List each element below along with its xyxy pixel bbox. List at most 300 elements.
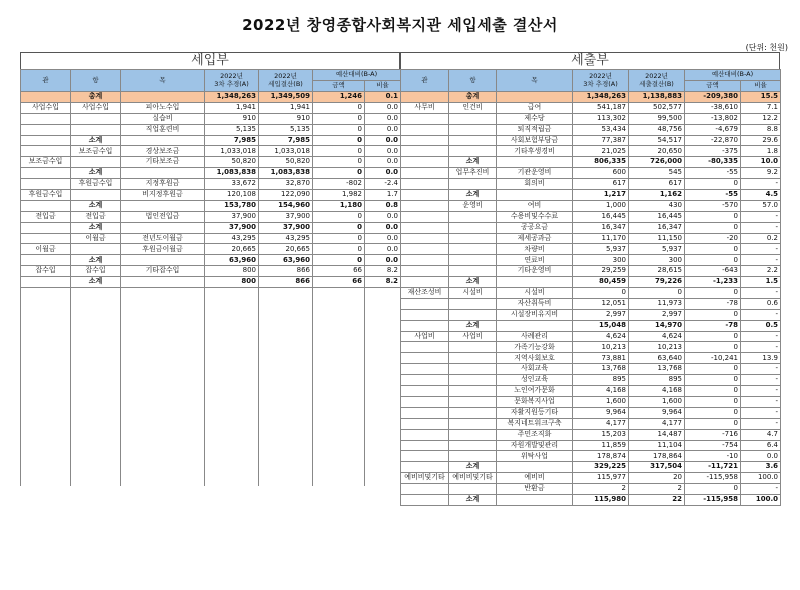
mok-cell: 지역사회보호: [497, 353, 573, 364]
empty-row: [21, 308, 401, 318]
settle-b-cell: 48,756: [629, 124, 685, 135]
empty-cell: [313, 456, 365, 466]
empty-row: [21, 357, 401, 367]
hang-cell: [449, 418, 497, 429]
empty-cell: [205, 337, 259, 347]
empty-row: [21, 417, 401, 427]
hang-cell: [449, 353, 497, 364]
mok-cell: [121, 135, 205, 146]
budget-a-cell: 115,980: [573, 494, 629, 505]
subtotal-row: [401, 494, 781, 505]
settle-b-cell: 1,138,883: [629, 92, 685, 103]
budget-a-cell: 11,859: [573, 440, 629, 451]
budget-a-cell: 800: [205, 266, 259, 277]
settle-b-cell: 154,960: [259, 200, 313, 211]
diff-amount-cell: 0: [313, 233, 365, 244]
gwan-cell: [401, 484, 449, 495]
income-section-title: 세입부: [20, 52, 400, 69]
table-row: [401, 309, 781, 320]
settle-b-cell: 16,445: [629, 211, 685, 222]
empty-cell: [71, 337, 121, 347]
empty-cell: [205, 318, 259, 328]
gwan-cell: [401, 124, 449, 135]
empty-cell: [71, 407, 121, 417]
settle-b-cell: 122,090: [259, 190, 313, 201]
empty-cell: [313, 377, 365, 387]
diff-amount-cell: -22,870: [685, 135, 741, 146]
empty-cell: [365, 328, 401, 338]
empty-cell: [21, 417, 71, 427]
budget-a-cell: 10,213: [573, 342, 629, 353]
mok-cell: [497, 190, 573, 201]
mok-cell: [497, 320, 573, 331]
settle-b-cell: 1,033,018: [259, 146, 313, 157]
diff-amount-cell: -570: [685, 200, 741, 211]
gwan-cell: [401, 146, 449, 157]
settle-b-cell: 1,349,509: [259, 92, 313, 103]
diff-amount-cell: -115,958: [685, 473, 741, 484]
hang-cell: [71, 157, 121, 168]
empty-cell: [259, 337, 313, 347]
gwan-cell: [401, 179, 449, 190]
mok-cell: 제수당: [497, 113, 573, 124]
diff-amount-cell: 0: [685, 222, 741, 233]
hang-cell: [449, 298, 497, 309]
unit-label: (단위: 천원): [745, 43, 788, 52]
empty-cell: [365, 318, 401, 328]
budget-a-cell: 1,941: [205, 102, 259, 113]
gwan-cell: [401, 375, 449, 386]
hang-cell: [449, 407, 497, 418]
diff-amount-cell: 0: [685, 244, 741, 255]
empty-cell: [71, 318, 121, 328]
col-ratio: 비율: [365, 81, 401, 92]
empty-cell: [259, 407, 313, 417]
diff-ratio-cell: -: [741, 386, 781, 397]
budget-a-cell: 1,600: [573, 396, 629, 407]
empty-cell: [71, 298, 121, 308]
mok-cell: 급여: [497, 102, 573, 113]
empty-cell: [21, 308, 71, 318]
diff-amount-cell: -716: [685, 429, 741, 440]
empty-cell: [259, 377, 313, 387]
diff-amount-cell: 0: [313, 255, 365, 266]
diff-amount-cell: 0: [685, 418, 741, 429]
settle-b-cell: 16,347: [629, 222, 685, 233]
empty-cell: [259, 347, 313, 357]
budget-a-cell: 115,977: [573, 473, 629, 484]
mok-cell: [121, 168, 205, 179]
budget-a-cell: 21,025: [573, 146, 629, 157]
table-row: [401, 364, 781, 375]
empty-cell: [121, 436, 205, 446]
diff-amount-cell: 0: [685, 386, 741, 397]
mok-cell: 위탁사업: [497, 451, 573, 462]
diff-ratio-cell: 4.5: [741, 190, 781, 201]
budget-a-cell: 4,624: [573, 331, 629, 342]
hang-cell: [449, 179, 497, 190]
settle-b-cell: 9,964: [629, 407, 685, 418]
empty-cell: [259, 417, 313, 427]
hang-cell: [71, 190, 121, 201]
budget-a-cell: 329,225: [573, 462, 629, 473]
hang-cell: [449, 113, 497, 124]
empty-cell: [205, 427, 259, 437]
settle-b-cell: 28,615: [629, 266, 685, 277]
budget-a-cell: 4,177: [573, 418, 629, 429]
diff-ratio-cell: -: [741, 418, 781, 429]
hang-cell: 업무추진비: [449, 168, 497, 179]
gwan-cell: 후원금수입: [21, 190, 71, 201]
diff-amount-cell: -55: [685, 168, 741, 179]
empty-cell: [71, 436, 121, 446]
empty-cell: [365, 407, 401, 417]
subtotal-row: [21, 255, 401, 266]
empty-cell: [21, 466, 71, 476]
diff-amount-cell: 1,246: [313, 92, 365, 103]
diff-amount-cell: 0: [685, 255, 741, 266]
settle-b-cell: 4,177: [629, 418, 685, 429]
diff-ratio-cell: 0.0: [365, 211, 401, 222]
mok-cell: 노인여가문화: [497, 386, 573, 397]
gwan-cell: [21, 135, 71, 146]
hang-cell: [449, 135, 497, 146]
empty-cell: [365, 308, 401, 318]
empty-cell: [21, 337, 71, 347]
empty-cell: [205, 456, 259, 466]
empty-cell: [313, 427, 365, 437]
diff-amount-cell: -115,958: [685, 494, 741, 505]
diff-ratio-cell: -: [741, 331, 781, 342]
settle-b-cell: 7,985: [259, 135, 313, 146]
diff-ratio-cell: 0.0: [365, 113, 401, 124]
diff-amount-cell: 0: [685, 364, 741, 375]
table-row: [21, 211, 401, 222]
empty-cell: [365, 446, 401, 456]
empty-cell: [313, 446, 365, 456]
settle-b-cell: 54,517: [629, 135, 685, 146]
budget-a-cell: 113,302: [573, 113, 629, 124]
mok-cell: 시설장비유지비: [497, 309, 573, 320]
budget-a-cell: 20,665: [205, 244, 259, 255]
gwan-cell: 이월금: [21, 244, 71, 255]
hang-cell: 소계: [71, 222, 121, 233]
settle-b-cell: 43,295: [259, 233, 313, 244]
budget-a-cell: 13,768: [573, 364, 629, 375]
hang-cell: 운영비: [449, 200, 497, 211]
empty-cell: [71, 357, 121, 367]
budget-a-cell: 16,445: [573, 211, 629, 222]
mok-cell: [121, 255, 205, 266]
diff-ratio-cell: 0.0: [365, 168, 401, 179]
mok-cell: 사회교육: [497, 364, 573, 375]
empty-cell: [21, 298, 71, 308]
diff-ratio-cell: -: [741, 364, 781, 375]
gwan-cell: [21, 255, 71, 266]
settle-b-cell: 63,640: [629, 353, 685, 364]
col-amount: 금액: [685, 81, 741, 92]
diff-amount-cell: 0: [685, 396, 741, 407]
diff-amount-cell: 66: [313, 266, 365, 277]
empty-cell: [205, 387, 259, 397]
hang-cell: [449, 440, 497, 451]
settle-b-cell: 895: [629, 375, 685, 386]
diff-ratio-cell: -: [741, 342, 781, 353]
diff-amount-cell: 0: [313, 146, 365, 157]
mok-cell: 지정후원금: [121, 179, 205, 190]
mok-cell: 시설비: [497, 288, 573, 299]
diff-amount-cell: 0: [313, 222, 365, 233]
budget-a-cell: 73,881: [573, 353, 629, 364]
hang-cell: 사업비: [449, 331, 497, 342]
gwan-cell: [401, 266, 449, 277]
gwan-cell: [21, 124, 71, 135]
gwan-cell: [401, 255, 449, 266]
diff-ratio-cell: 8.8: [741, 124, 781, 135]
mok-cell: 법인전입금: [121, 211, 205, 222]
diff-amount-cell: -4,679: [685, 124, 741, 135]
empty-cell: [205, 298, 259, 308]
diff-amount-cell: 1,982: [313, 190, 365, 201]
table-row: [401, 342, 781, 353]
diff-ratio-cell: -: [741, 244, 781, 255]
empty-cell: [71, 328, 121, 338]
income-panel: [20, 52, 400, 486]
empty-cell: [365, 397, 401, 407]
col-ratio: 비율: [741, 81, 781, 92]
diff-amount-cell: -55: [685, 190, 741, 201]
budget-a-cell: 5,135: [205, 124, 259, 135]
settle-b-cell: 300: [629, 255, 685, 266]
empty-cell: [71, 367, 121, 377]
diff-ratio-cell: 0.0: [365, 244, 401, 255]
gwan-cell: 재산조성비: [401, 288, 449, 299]
hang-cell: 사업수입: [71, 102, 121, 113]
diff-ratio-cell: 0.2: [741, 233, 781, 244]
settle-b-cell: 545: [629, 168, 685, 179]
empty-cell: [313, 308, 365, 318]
empty-cell: [313, 466, 365, 476]
empty-cell: [365, 298, 401, 308]
empty-cell: [205, 377, 259, 387]
empty-cell: [121, 466, 205, 476]
settle-b-cell: 11,973: [629, 298, 685, 309]
empty-cell: [313, 436, 365, 446]
hang-cell: 소계: [449, 157, 497, 168]
col-budget-a: 2022년 3차 추경(A): [205, 70, 259, 92]
empty-cell: [71, 466, 121, 476]
diff-amount-cell: 0: [685, 288, 741, 299]
diff-ratio-cell: 1.7: [365, 190, 401, 201]
diff-amount-cell: -13,802: [685, 113, 741, 124]
diff-ratio-cell: 100.0: [741, 494, 781, 505]
mok-cell: 제세공과금: [497, 233, 573, 244]
gwan-cell: [401, 309, 449, 320]
empty-cell: [365, 357, 401, 367]
settle-b-cell: 79,226: [629, 277, 685, 288]
total-row: [21, 92, 401, 103]
table-row: [401, 451, 781, 462]
diff-ratio-cell: -: [741, 288, 781, 299]
budget-a-cell: 37,900: [205, 211, 259, 222]
empty-cell: [259, 476, 313, 486]
subtotal-row: [401, 190, 781, 201]
gwan-cell: [21, 277, 71, 288]
table-row: [21, 244, 401, 255]
settle-b-cell: 1,941: [259, 102, 313, 113]
gwan-cell: 예비비및기타: [401, 473, 449, 484]
hang-cell: [449, 124, 497, 135]
hang-cell: [71, 124, 121, 135]
mok-cell: [121, 92, 205, 103]
hang-cell: 소계: [71, 200, 121, 211]
settle-b-cell: 2: [629, 484, 685, 495]
empty-cell: [21, 347, 71, 357]
total-row: [401, 92, 781, 103]
diff-ratio-cell: 0.0: [365, 102, 401, 113]
gwan-cell: [401, 364, 449, 375]
mok-cell: 사회보험부담금: [497, 135, 573, 146]
empty-row: [21, 436, 401, 446]
empty-cell: [71, 476, 121, 486]
hang-cell: 인건비: [449, 102, 497, 113]
table-row: [401, 298, 781, 309]
table-row: [401, 440, 781, 451]
col-gwan: 관: [21, 70, 71, 92]
empty-cell: [313, 367, 365, 377]
diff-amount-cell: 0: [313, 102, 365, 113]
mok-cell: 수용비및수수료: [497, 211, 573, 222]
diff-ratio-cell: 0.8: [365, 200, 401, 211]
table-row: [401, 179, 781, 190]
table-row: [401, 233, 781, 244]
empty-cell: [205, 417, 259, 427]
empty-cell: [313, 407, 365, 417]
settle-b-cell: 14,487: [629, 429, 685, 440]
diff-amount-cell: -209,380: [685, 92, 741, 103]
empty-cell: [259, 387, 313, 397]
diff-amount-cell: 0: [685, 309, 741, 320]
diff-ratio-cell: 10.0: [741, 157, 781, 168]
gwan-cell: [21, 168, 71, 179]
mok-cell: 직업훈련비: [121, 124, 205, 135]
empty-cell: [259, 318, 313, 328]
hang-cell: 잡수입: [71, 266, 121, 277]
gwan-cell: [401, 244, 449, 255]
diff-amount-cell: -643: [685, 266, 741, 277]
empty-cell: [121, 476, 205, 486]
hang-cell: [449, 266, 497, 277]
budget-a-cell: 153,780: [205, 200, 259, 211]
mok-cell: [497, 494, 573, 505]
empty-cell: [205, 407, 259, 417]
gwan-cell: [401, 200, 449, 211]
empty-cell: [21, 476, 71, 486]
col-mok: 목: [121, 70, 205, 92]
table-row: [21, 102, 401, 113]
hang-cell: [449, 342, 497, 353]
gwan-cell: [21, 146, 71, 157]
empty-cell: [365, 387, 401, 397]
subtotal-row: [401, 320, 781, 331]
gwan-cell: [401, 462, 449, 473]
diff-amount-cell: 1,180: [313, 200, 365, 211]
empty-cell: [71, 397, 121, 407]
diff-amount-cell: 0: [685, 179, 741, 190]
diff-amount-cell: 0: [685, 407, 741, 418]
empty-row: [21, 466, 401, 476]
empty-cell: [205, 288, 259, 298]
gwan-cell: [401, 298, 449, 309]
empty-cell: [313, 298, 365, 308]
empty-cell: [21, 397, 71, 407]
table-row: [21, 157, 401, 168]
budget-a-cell: 50,820: [205, 157, 259, 168]
diff-ratio-cell: 7.1: [741, 102, 781, 113]
gwan-cell: [21, 113, 71, 124]
budget-a-cell: 29,259: [573, 266, 629, 277]
mok-cell: [497, 277, 573, 288]
diff-amount-cell: -802: [313, 179, 365, 190]
mok-cell: 성인교육: [497, 375, 573, 386]
col-settle-b: 2022년 세출결산(B): [629, 70, 685, 92]
budget-a-cell: 300: [573, 255, 629, 266]
settle-b-cell: 11,150: [629, 233, 685, 244]
empty-row: [21, 298, 401, 308]
table-row: [401, 473, 781, 484]
empty-cell: [205, 446, 259, 456]
gwan-cell: [401, 92, 449, 103]
empty-row: [21, 328, 401, 338]
table-row: [401, 222, 781, 233]
diff-amount-cell: 0: [685, 211, 741, 222]
budget-a-cell: 63,960: [205, 255, 259, 266]
hang-cell: [449, 429, 497, 440]
diff-amount-cell: -10: [685, 451, 741, 462]
budget-a-cell: 1,083,838: [205, 168, 259, 179]
diff-amount-cell: -78: [685, 320, 741, 331]
empty-cell: [121, 367, 205, 377]
hang-cell: [71, 113, 121, 124]
empty-cell: [71, 288, 121, 298]
empty-cell: [313, 318, 365, 328]
empty-cell: [121, 456, 205, 466]
hang-cell: 전입금: [71, 211, 121, 222]
diff-ratio-cell: 6.4: [741, 440, 781, 451]
diff-amount-cell: 0: [313, 124, 365, 135]
gwan-cell: [401, 440, 449, 451]
empty-row: [21, 397, 401, 407]
settle-b-cell: 10,213: [629, 342, 685, 353]
diff-ratio-cell: 0.5: [741, 320, 781, 331]
empty-cell: [71, 308, 121, 318]
empty-cell: [365, 466, 401, 476]
empty-row: [21, 476, 401, 486]
budget-a-cell: 15,203: [573, 429, 629, 440]
hang-cell: [71, 244, 121, 255]
empty-cell: [121, 328, 205, 338]
table-row: [21, 233, 401, 244]
hang-cell: 소계: [449, 277, 497, 288]
empty-cell: [121, 357, 205, 367]
col-gwan: 관: [401, 70, 449, 92]
hang-cell: 소계: [71, 277, 121, 288]
table-row: [401, 407, 781, 418]
settle-b-cell: 617: [629, 179, 685, 190]
empty-cell: [71, 446, 121, 456]
table-row: [21, 124, 401, 135]
gwan-cell: 사무비: [401, 102, 449, 113]
